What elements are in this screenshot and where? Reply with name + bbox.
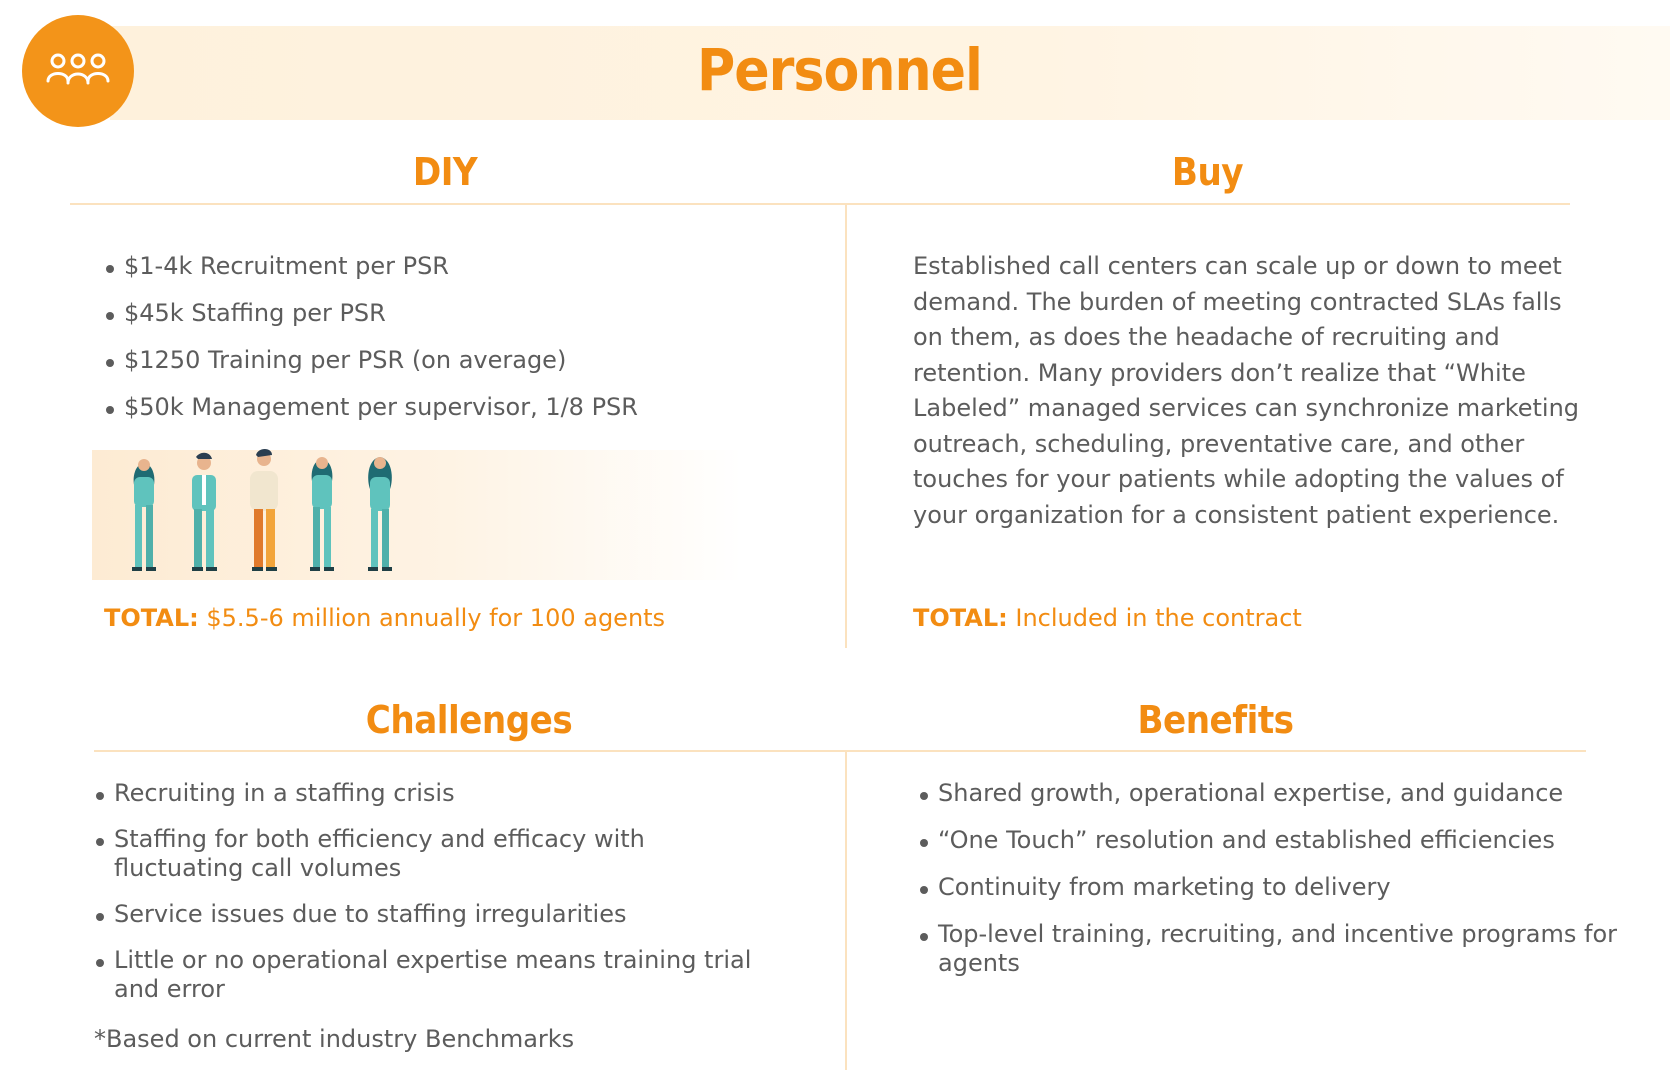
diy-total — [104, 604, 665, 632]
buy-heading: Buy — [1171, 150, 1244, 194]
list-item: Top-level training, recruiting, and incentive programs for agents — [918, 920, 1618, 978]
list-item: $1250 Training per PSR (on average) — [104, 346, 638, 375]
challenges-heading: Challenges — [365, 698, 573, 742]
buy-total — [913, 604, 1302, 632]
buy-paragraph: Established call centers can scale up or down to meet demand. The burden of meeting contracted SLAs falls on them, as does the headache of recruiting and retention. Many providers don’t realize that “White Labeled” managed services can synchronize marketing outreach, scheduling, preventative care, and other touches for your patients while adopting the values of your organization for a consistent patient experience. — [913, 252, 1580, 529]
person-figure — [132, 459, 156, 571]
staff-illustration — [92, 450, 742, 580]
top-divider — [70, 203, 1570, 205]
buy-total-value: Included in the contract — [1007, 604, 1302, 632]
benefits-heading: Benefits — [1137, 698, 1294, 742]
list-item: Little or no operational expertise means training trial and error — [94, 946, 774, 1004]
list-item: $45k Staffing per PSR — [104, 299, 638, 328]
footnote: *Based on current industry Benchmarks — [94, 1025, 575, 1053]
diy-total-value: $5.5-6 million annually for 100 agents — [198, 604, 666, 632]
list-item: $50k Management per supervisor, 1/8 PSR — [104, 393, 638, 422]
people-illustration — [122, 445, 422, 580]
list-item: “One Touch” resolution and established efficiencies — [918, 826, 1618, 855]
diy-cost-list — [104, 252, 638, 422]
bottom-column-divider — [845, 752, 847, 1070]
list-item: Recruiting in a staffing crisis — [94, 779, 774, 808]
page-title: Personnel — [697, 36, 982, 104]
buy-total-label: TOTAL: — [913, 604, 1008, 632]
list-item: Shared growth, operational expertise, and guidance — [918, 779, 1618, 808]
diy-total-label: TOTAL: — [104, 604, 199, 632]
diy-heading: DIY — [412, 150, 478, 194]
bottom-divider — [94, 750, 1586, 752]
benefits-list — [918, 779, 1618, 978]
list-item: Service issues due to staffing irregularities — [94, 900, 774, 929]
list-item: $1-4k Recruitment per PSR — [104, 252, 638, 281]
challenges-list — [94, 779, 774, 1004]
list-item: Staffing for both efficiency and efficacy with fluctuating call volumes — [94, 825, 774, 883]
list-item: Continuity from marketing to delivery — [918, 873, 1618, 902]
top-column-divider — [845, 205, 847, 648]
